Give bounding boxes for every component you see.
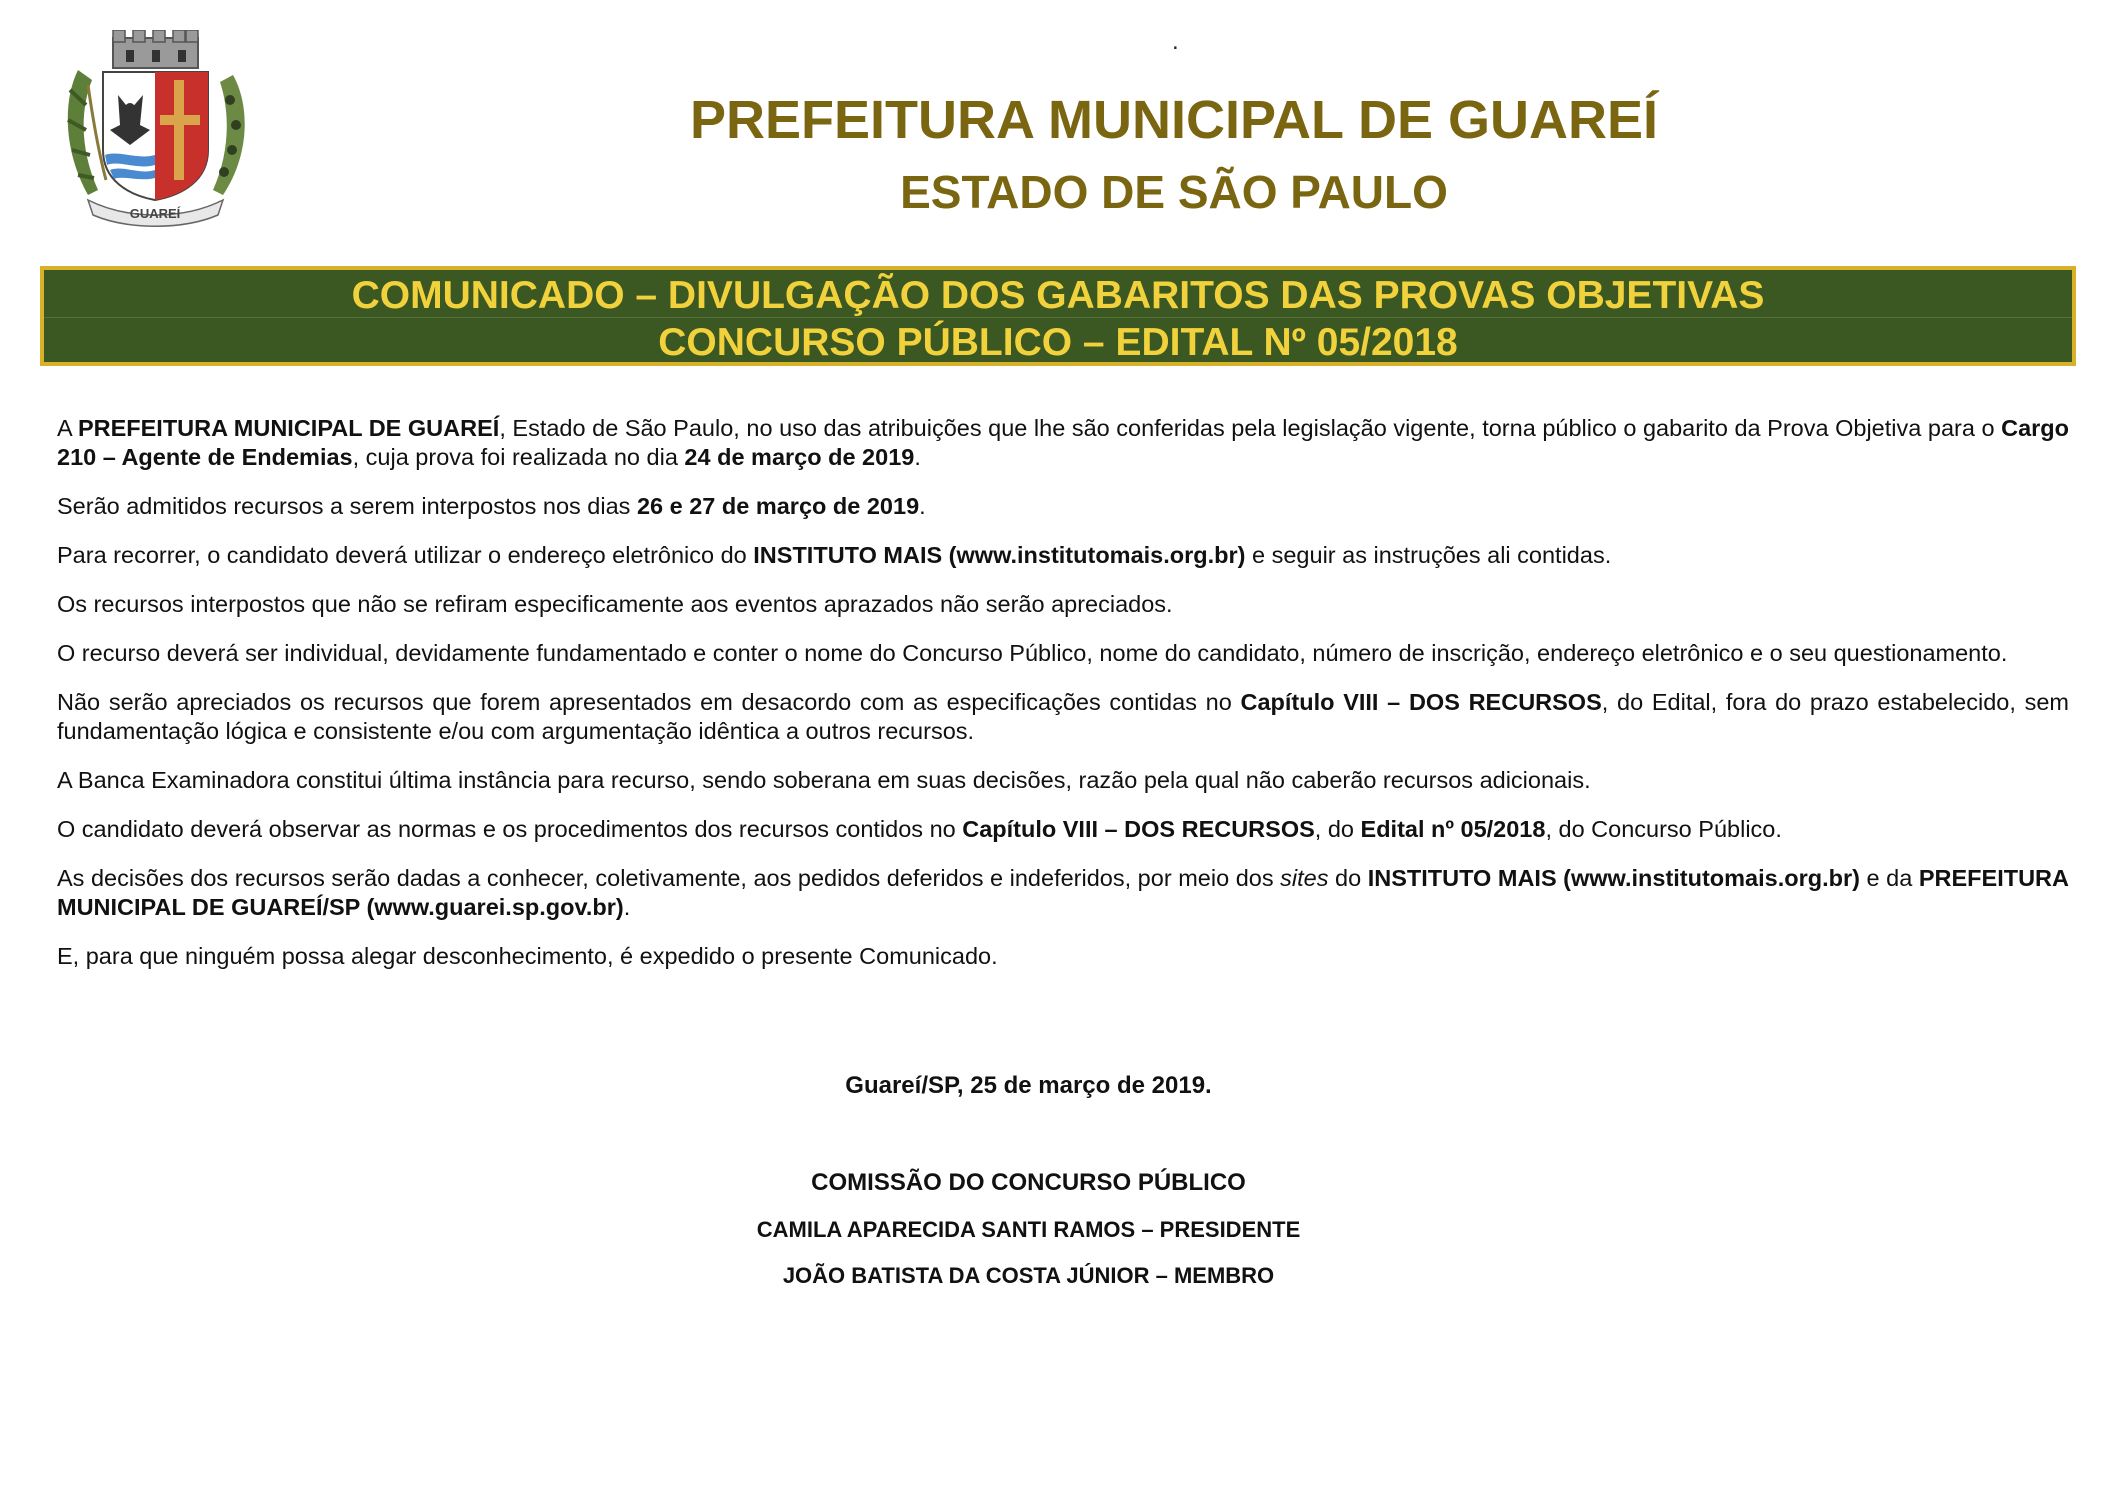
crest-ribbon-label: GUAREÍ	[129, 206, 181, 221]
page-title: PREFEITURA MUNICIPAL DE GUAREÍ	[689, 90, 1659, 150]
paragraph-9: As decisões dos recursos serão dadas a conhecer, coletivamente, aos pedidos deferidos e indeferidos, por meio dos sites do INSTITUTO MAIS (www.institutomais.org.br) e da PREFEITURA MUNICIPAL DE GUAREÍ/SP (www.guarei.sp.gov.br).	[57, 865, 2069, 920]
signature-date: Guareí/SP, 25 de março de 2019.	[845, 1072, 1212, 1099]
paragraph-7: A Banca Examinadora constitui última instância para recurso, sendo soberana em suas decisões, razão pela qual não caberão recursos adicionais.	[57, 767, 1591, 793]
paragraph-3: Para recorrer, o candidato deverá utilizar o endereço eletrônico do INSTITUTO MAIS (www.institutomais.org.br) e seguir as instruções ali contidas.	[57, 542, 1612, 568]
paragraph-10: E, para que ninguém possa alegar desconhecimento, é expedido o presente Comunicado.	[57, 943, 998, 969]
banner-divider	[44, 317, 2072, 318]
paragraph-4: Os recursos interpostos que não se refiram especificamente aos eventos aprazados não serão apreciados.	[57, 591, 1173, 617]
paragraph-1: A PREFEITURA MUNICIPAL DE GUAREÍ, Estado de São Paulo, no uso das atribuições que lhe são conferidas pela legislação vigente, torna público o gabarito da Prova Objetiva para o Cargo 210 – Agente de Endemias, cuja prova foi realizada no dia 24 de março de 2019.	[57, 415, 2069, 470]
paragraph-8: O candidato deverá observar as normas e os procedimentos dos recursos contidos no Capítulo VIII – DOS RECURSOS, do Edital nº 05/2018, do Concurso Público.	[57, 816, 1782, 842]
banner-line-2: CONCURSO PÚBLICO – EDITAL Nº 05/2018	[658, 321, 1458, 364]
paragraph-5: O recurso deverá ser individual, devidamente fundamentado e conter o nome do Concurso Público, nome do candidato, número de inscrição, endereço eletrônico e o seu questionamento.	[57, 640, 2008, 666]
paragraph-2: Serão admitidos recursos a serem interpostos nos dias 26 e 27 de março de 2019.	[57, 493, 926, 519]
top-dot: .	[1172, 28, 1179, 55]
announcement-banner	[40, 266, 2076, 366]
signature-commission: COMISSÃO DO CONCURSO PÚBLICO	[811, 1169, 1246, 1196]
document-body	[57, 414, 2069, 971]
signature-member: JOÃO BATISTA DA COSTA JÚNIOR – MEMBRO	[782, 1263, 1275, 1288]
page-subtitle: ESTADO DE SÃO PAULO	[900, 166, 1448, 218]
banner-line-1: COMUNICADO – DIVULGAÇÃO DOS GABARITOS DAS PROVAS OBJETIVAS	[351, 274, 1765, 317]
paragraph-6: Não serão apreciados os recursos que forem apresentados em desacordo com as especificações contidas no Capítulo VIII – DOS RECURSOS, do Edital, fora do prazo estabelecido, sem fundamentação lógica e consistente e/ou com argumentação idêntica a outros recursos.	[57, 689, 2069, 744]
signature-president: CAMILA APARECIDA SANTI RAMOS – PRESIDENTE	[756, 1217, 1301, 1242]
